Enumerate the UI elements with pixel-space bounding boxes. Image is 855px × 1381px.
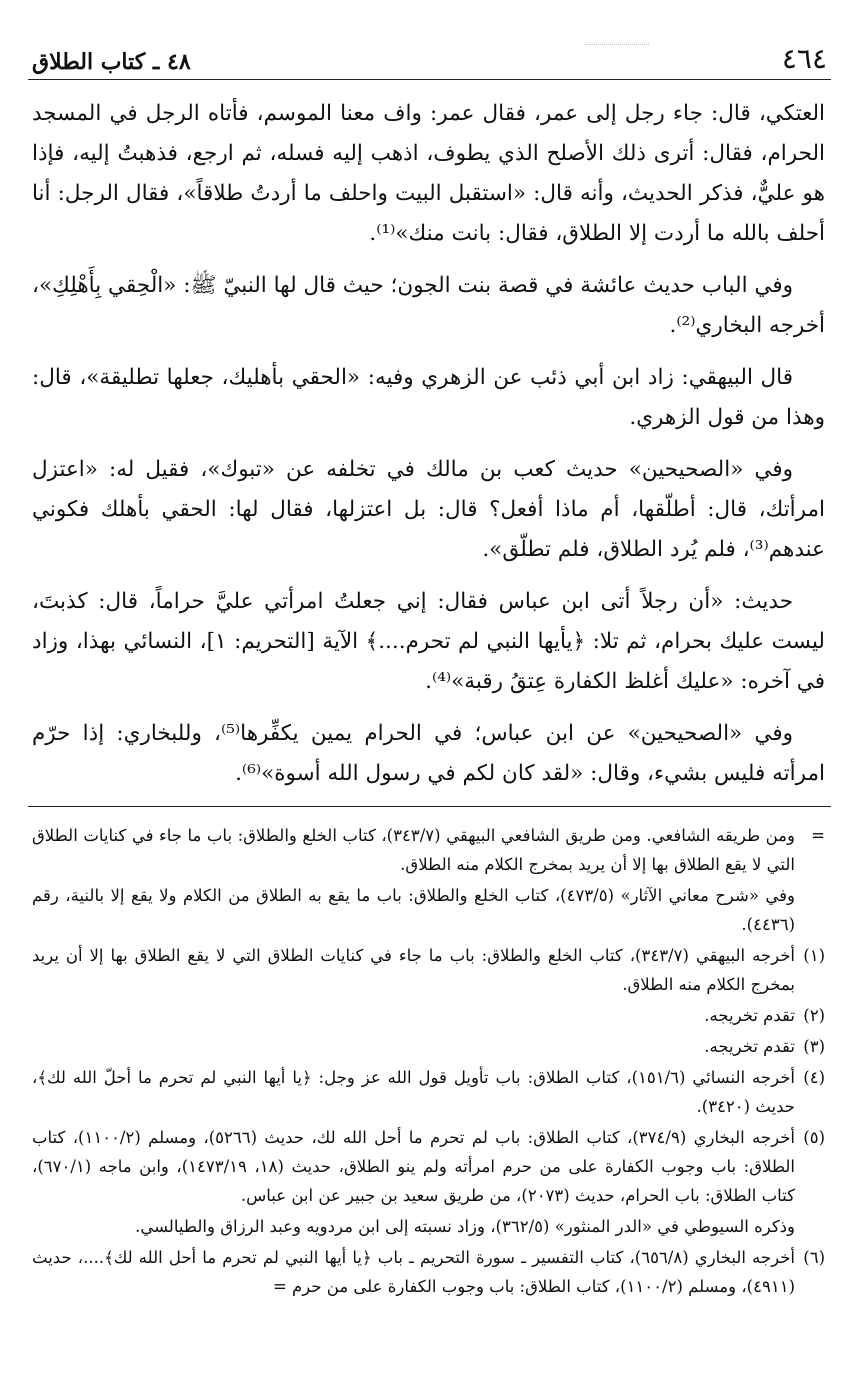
footnote-text: أخرجه البخاري (٦٥٦/٨)، كتاب التفسير ـ سورة التحريم ـ باب ﴿يا أيها النبي لم تحرم ما أحل الله لك﴾....، حديث (٤٩١١)، ومسلم (١١٠٠/٢)، كتاب الطلاق: باب وجوب الكفارة على من حرم =: [32, 1248, 795, 1296]
paragraph: وفي «الصحيحين» حديث كعب بن مالك في تخلفه عن «تبوك»، فقيل له: «اعتزل امرأتك، قال: أطلّقها، أم ماذا أفعل؟ قال: بل اعتزلها، فقال لها: الحقي بأهلك فكوني عندهم⁽³⁾، فلم يُرد الطلاق، فلم تطلّق».: [32, 457, 825, 562]
footnote-marker: (٥): [803, 1128, 825, 1147]
footnote-text: أخرجه البخاري (٣٧٤/٩)، كتاب الطلاق: باب لم تحرم ما أحل الله لك، حديث (٥٢٦٦)، ومسلم (١١٠٠/٢)، كتاب الطلاق: باب وجوب الكفارة على من حرم امرأته ولم ينو الطلاق، حديث (١٨، ١٤٧٣/١٩)، وابن ماجه (٦٧٠/١)، كتاب الطلاق: باب الحرام، حديث (٢٠٧٣)، من طريق سعيد بن جبير عن ابن عباس.: [32, 1128, 795, 1205]
footnote-marker: (٦): [803, 1248, 825, 1267]
footnote-6: [32, 1243, 825, 1301]
footnote-text: أخرجه البيهقي (٣٤٣/٧)، كتاب الخلع والطلاق: باب ما جاء في كنايات الطلاق التي لا يقع الطلاق بها إلا أن يريد بمخرج الكلام منه الطلاق.: [32, 946, 795, 994]
footnote-text: تقدم تخريجه.: [704, 1006, 795, 1025]
footnote-subparagraph: [32, 1212, 825, 1241]
running-head: ٤٨ ـ كتاب الطلاق: [32, 49, 191, 75]
footnote-subparagraph: [32, 881, 825, 939]
paragraph: حديث: «أن رجلاً أتى ابن عباس فقال: إني جعلتُ امرأتي عليَّ حراماً، قال: كذبتَ، ليست عليك بحرام، ثم تلا: ﴿يأيها النبي لم تحرم....﴾ الآية [التحريم: ١]، النسائي بهذا، وزاد في آخره: «عليك أغلظ الكفارة عِتقُ رقبة»⁽⁴⁾.: [32, 589, 825, 694]
footnote-text: ومن طريقه الشافعي. ومن طريق الشافعي البيهقي (٣٤٣/٧)، كتاب الخلع والطلاق: باب ما جاء في كنايات الطلاق التي لا يقع الطلاق بها إلا أن يريد بمخرج الكلام منه الطلاق.: [32, 826, 795, 874]
paragraph: وفي الباب حديث عائشة في قصة بنت الجون؛ حيث قال لها النبيّ ﷺ: «الْحِقي بِأَهْلِكِ»، أخرجه البخاري⁽²⁾.: [32, 273, 825, 338]
paragraph: العتكي، قال: جاء رجل إلى عمر، فقال عمر: واف معنا الموسم، فأتاه الرجل في المسجد الحرام، فقال: أترى ذلك الأصلح الذي يطوف، اذهب إليه فسله، ثم ارجع، فذهبتُ إليه، فإذا هو عليٌّ، فذكر الحديث، وأنه قال: «استقبل البيت واحلف ما أردتُ طلاقاً»، فقال الرجل: أنا أحلف بالله ما أردت إلا الطلاق، فقال: بانت منك»⁽¹⁾.: [32, 101, 825, 246]
footnote-marker: =: [811, 826, 825, 845]
footnote-3: [32, 1032, 825, 1061]
footnotes-section: [28, 807, 831, 1301]
footnote-marker: (٣): [803, 1037, 825, 1056]
page-number: ٤٦٤: [781, 42, 827, 75]
paragraph: وفي «الصحيحين» عن ابن عباس؛ في الحرام يمين يكفِّرها⁽⁵⁾، وللبخاري: إذا حرّم امرأته فليس بشيء، وقال: «لقد كان لكم في رسول الله أسوة»⁽⁶⁾.: [32, 721, 825, 786]
footnote-text: وذكره السيوطي في «الدر المنثور» (٣٦٢/٥)، وزاد نسبته إلى ابن مردويه وعبد الرزاق والطيالسي.: [135, 1217, 795, 1236]
footnote-text: أخرجه النسائي (١٥١/٦)، كتاب الطلاق: باب تأويل قول الله عز وجل: ﴿يا أيها النبي لم تحرم ما أحلّ الله لك﴾، حديث (٣٤٢٠).: [32, 1068, 795, 1116]
main-text: [28, 80, 831, 794]
footnote-1: [32, 941, 825, 999]
page-header: [28, 28, 831, 80]
scan-artifact: [585, 44, 649, 45]
footnote-marker: (٢): [803, 1006, 825, 1025]
footnote-text: تقدم تخريجه.: [704, 1037, 795, 1056]
footnote-continuation: [32, 821, 825, 879]
footnote-2: [32, 1001, 825, 1030]
footnote-text: وفي «شرح معاني الآثار» (٤٧٣/٥)، كتاب الخلع والطلاق: باب ما يقع به الطلاق من الكلام ولا يقع إلا بالنية، رقم (٤٤٣٦).: [32, 886, 795, 934]
footnote-marker: (٤): [803, 1068, 825, 1087]
paragraph: قال البيهقي: زاد ابن أبي ذئب عن الزهري وفيه: «الحقي بأهليك، جعلها تطليقة»، قال: وهذا من قول الزهري.: [32, 365, 825, 430]
footnote-4: [32, 1063, 825, 1121]
footnote-marker: (١): [803, 946, 825, 965]
footnote-5: [32, 1123, 825, 1210]
